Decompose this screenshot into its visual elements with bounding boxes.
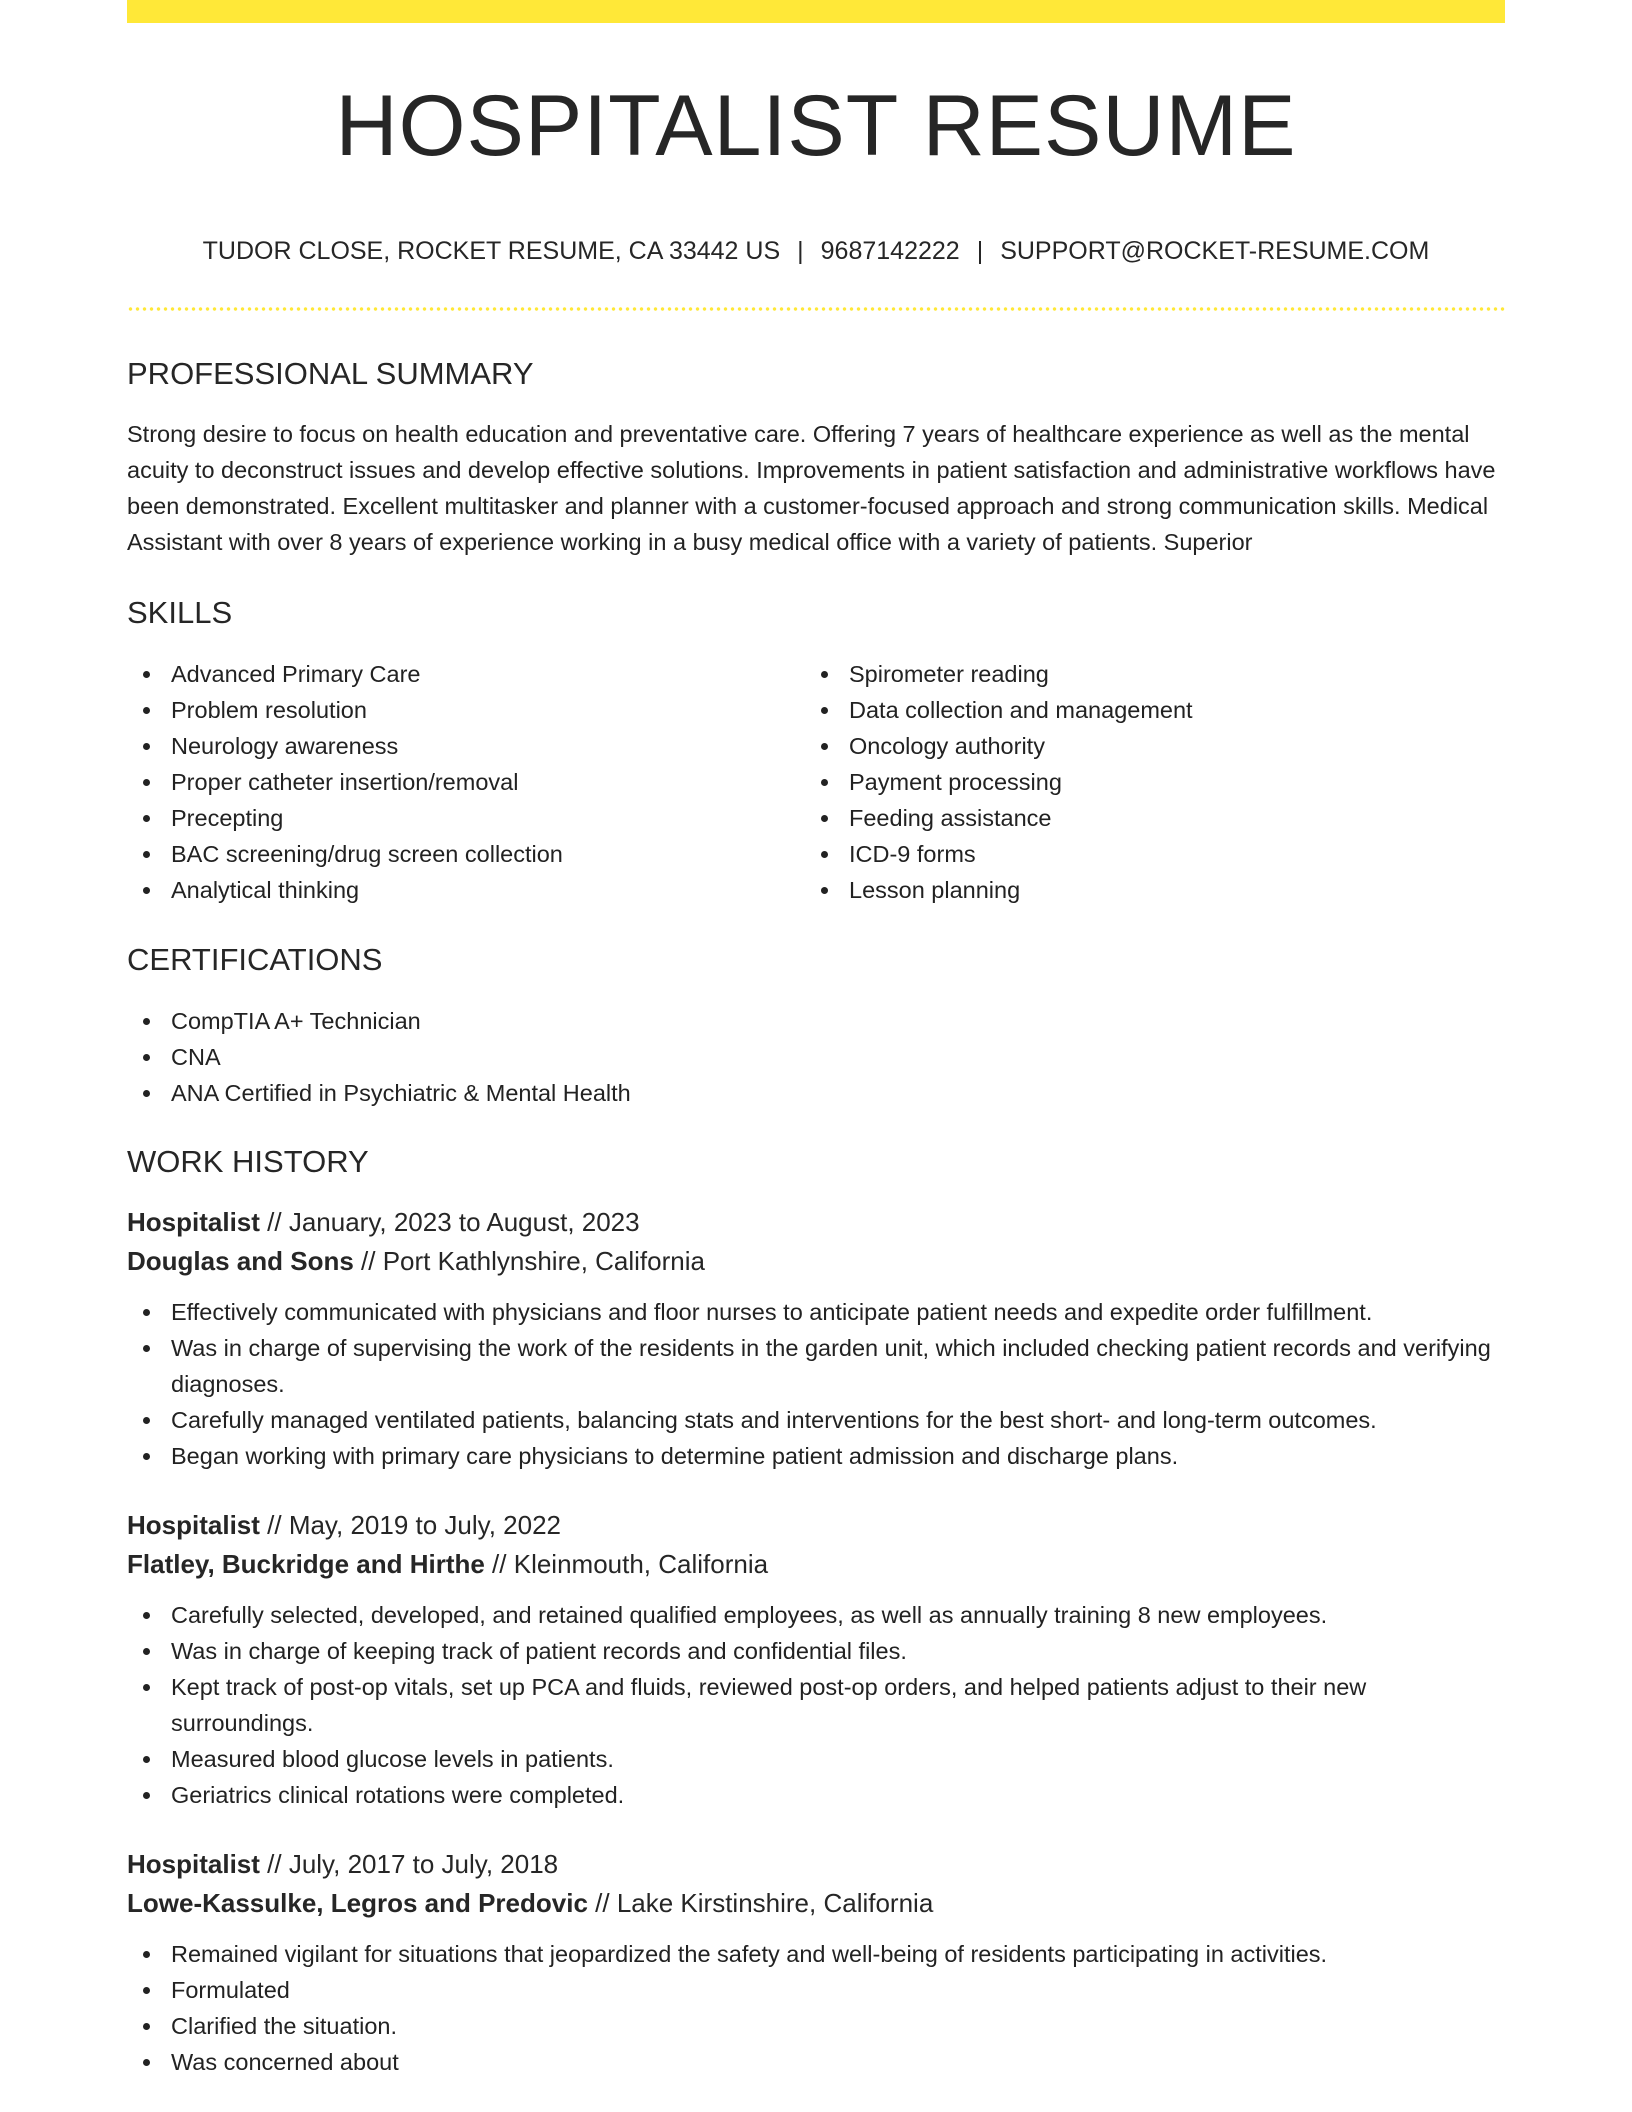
job-location: // Port Kathlynshire, California bbox=[353, 1246, 705, 1276]
contact-address: TUDOR CLOSE, ROCKET RESUME, CA 33442 US bbox=[202, 237, 781, 265]
skill-item: Advanced Primary Care bbox=[127, 656, 805, 692]
job-entry bbox=[127, 1845, 1505, 2080]
skill-item: Proper catheter insertion/removal bbox=[127, 764, 805, 800]
job-bullet: Was concerned about bbox=[127, 2044, 1505, 2080]
certification-item: ANA Certified in Psychiatric & Mental Health bbox=[127, 1075, 1505, 1111]
skill-item: BAC screening/drug screen collection bbox=[127, 836, 805, 872]
job-bullet: Remained vigilant for situations that jeopardized the safety and well-being of residents participating in activities. bbox=[127, 1936, 1505, 1972]
skill-item: Neurology awareness bbox=[127, 728, 805, 764]
skill-item: Problem resolution bbox=[127, 692, 805, 728]
job-title-line bbox=[127, 1506, 1505, 1545]
job-bullet: Carefully selected, developed, and retained qualified employees, as well as annually training 8 new employees. bbox=[127, 1597, 1505, 1633]
job-location: // Kleinmouth, California bbox=[484, 1549, 769, 1579]
job-company-line bbox=[127, 1884, 1505, 1923]
job-bullets bbox=[127, 1936, 1505, 2080]
certification-item: CNA bbox=[127, 1039, 1505, 1075]
job-dates: // May, 2019 to July, 2022 bbox=[259, 1510, 562, 1540]
job-entry bbox=[127, 1506, 1505, 1813]
top-accent-bar bbox=[127, 0, 1505, 23]
job-dates: // July, 2017 to July, 2018 bbox=[259, 1849, 559, 1879]
skill-item: Oncology authority bbox=[805, 728, 1483, 764]
job-bullet: Clarified the situation. bbox=[127, 2008, 1505, 2044]
skill-item: Lesson planning bbox=[805, 872, 1483, 908]
job-bullet: Was in charge of keeping track of patient records and confidential files. bbox=[127, 1633, 1505, 1669]
skills-list-left bbox=[127, 656, 805, 908]
skill-item: Precepting bbox=[127, 800, 805, 836]
job-dates: // January, 2023 to August, 2023 bbox=[259, 1207, 640, 1237]
contact-separator: | bbox=[976, 237, 984, 265]
dotted-divider bbox=[127, 307, 1505, 311]
job-location: // Lake Kirstinshire, California bbox=[587, 1888, 934, 1918]
contact-separator: | bbox=[797, 237, 804, 265]
skill-item: Analytical thinking bbox=[127, 872, 805, 908]
job-company: Lowe-Kassulke, Legros and Predovic bbox=[127, 1888, 588, 1918]
summary-heading: PROFESSIONAL SUMMARY bbox=[127, 356, 534, 391]
contact-email: SUPPORT@ROCKET-RESUME.COM bbox=[1000, 237, 1430, 265]
certification-item: CompTIA A+ Technician bbox=[127, 1003, 1505, 1039]
certifications-list bbox=[127, 1003, 1505, 1111]
job-bullet: Effectively communicated with physicians and floor nurses to anticipate patient needs and expedite order fulfillment. bbox=[127, 1294, 1505, 1330]
skills-grid bbox=[127, 656, 1505, 908]
job-bullet: Was in charge of supervising the work of the residents in the garden unit, which included checking patient records and verifying diagnoses. bbox=[127, 1330, 1505, 1402]
job-bullets bbox=[127, 1294, 1505, 1474]
certifications-heading: CERTIFICATIONS bbox=[127, 942, 383, 977]
job-company: Flatley, Buckridge and Hirthe bbox=[127, 1549, 485, 1579]
job-company: Douglas and Sons bbox=[127, 1246, 354, 1276]
skills-list-right bbox=[805, 656, 1483, 908]
job-bullet: Carefully managed ventilated patients, balancing stats and interventions for the best short- and long-term outcomes. bbox=[127, 1402, 1505, 1438]
job-bullet: Measured blood glucose levels in patients. bbox=[127, 1741, 1505, 1777]
job-bullet: Formulated bbox=[127, 1972, 1505, 2008]
skill-item: Spirometer reading bbox=[805, 656, 1483, 692]
job-entry bbox=[127, 1203, 1505, 1474]
skill-item: Data collection and management bbox=[805, 692, 1483, 728]
job-bullet: Kept track of post-op vitals, set up PCA and fluids, reviewed post-op orders, and helped patients adjust to their new surroundings. bbox=[127, 1669, 1505, 1741]
skills-heading: SKILLS bbox=[127, 595, 233, 630]
resume-page bbox=[127, 0, 1505, 2080]
skill-item: Feeding assistance bbox=[805, 800, 1483, 836]
job-company-line bbox=[127, 1242, 1505, 1281]
job-bullet: Geriatrics clinical rotations were completed. bbox=[127, 1777, 1505, 1813]
skill-item: Payment processing bbox=[805, 764, 1483, 800]
job-title-line bbox=[127, 1203, 1505, 1242]
job-title: Hospitalist bbox=[127, 1510, 260, 1540]
work-history-heading: WORK HISTORY bbox=[127, 1144, 369, 1179]
contact-line bbox=[127, 239, 1505, 264]
summary-text: Strong desire to focus on health education and preventative care. Offering 7 years of healthcare experience as well as the mental acuity to deconstruct issues and develop effective solutions. Improvements in patient satisfaction and administrative workflows have been demonstrated. Excellent multitasker and planner with a customer-focused approach and strong communication skills. Medical Assistant with over 8 years of experience working in a busy medical office with a variety of patients. Superior bbox=[127, 421, 1496, 555]
job-bullets bbox=[127, 1597, 1505, 1813]
job-title: Hospitalist bbox=[127, 1207, 260, 1237]
job-company-line bbox=[127, 1545, 1505, 1584]
page-title: HOSPITALIST RESUME bbox=[335, 78, 1297, 174]
skill-item: ICD-9 forms bbox=[805, 836, 1483, 872]
job-title: Hospitalist bbox=[127, 1849, 260, 1879]
job-bullet: Began working with primary care physicians to determine patient admission and discharge plans. bbox=[127, 1438, 1505, 1474]
contact-phone: 9687142222 bbox=[820, 237, 960, 265]
job-title-line bbox=[127, 1845, 1505, 1884]
